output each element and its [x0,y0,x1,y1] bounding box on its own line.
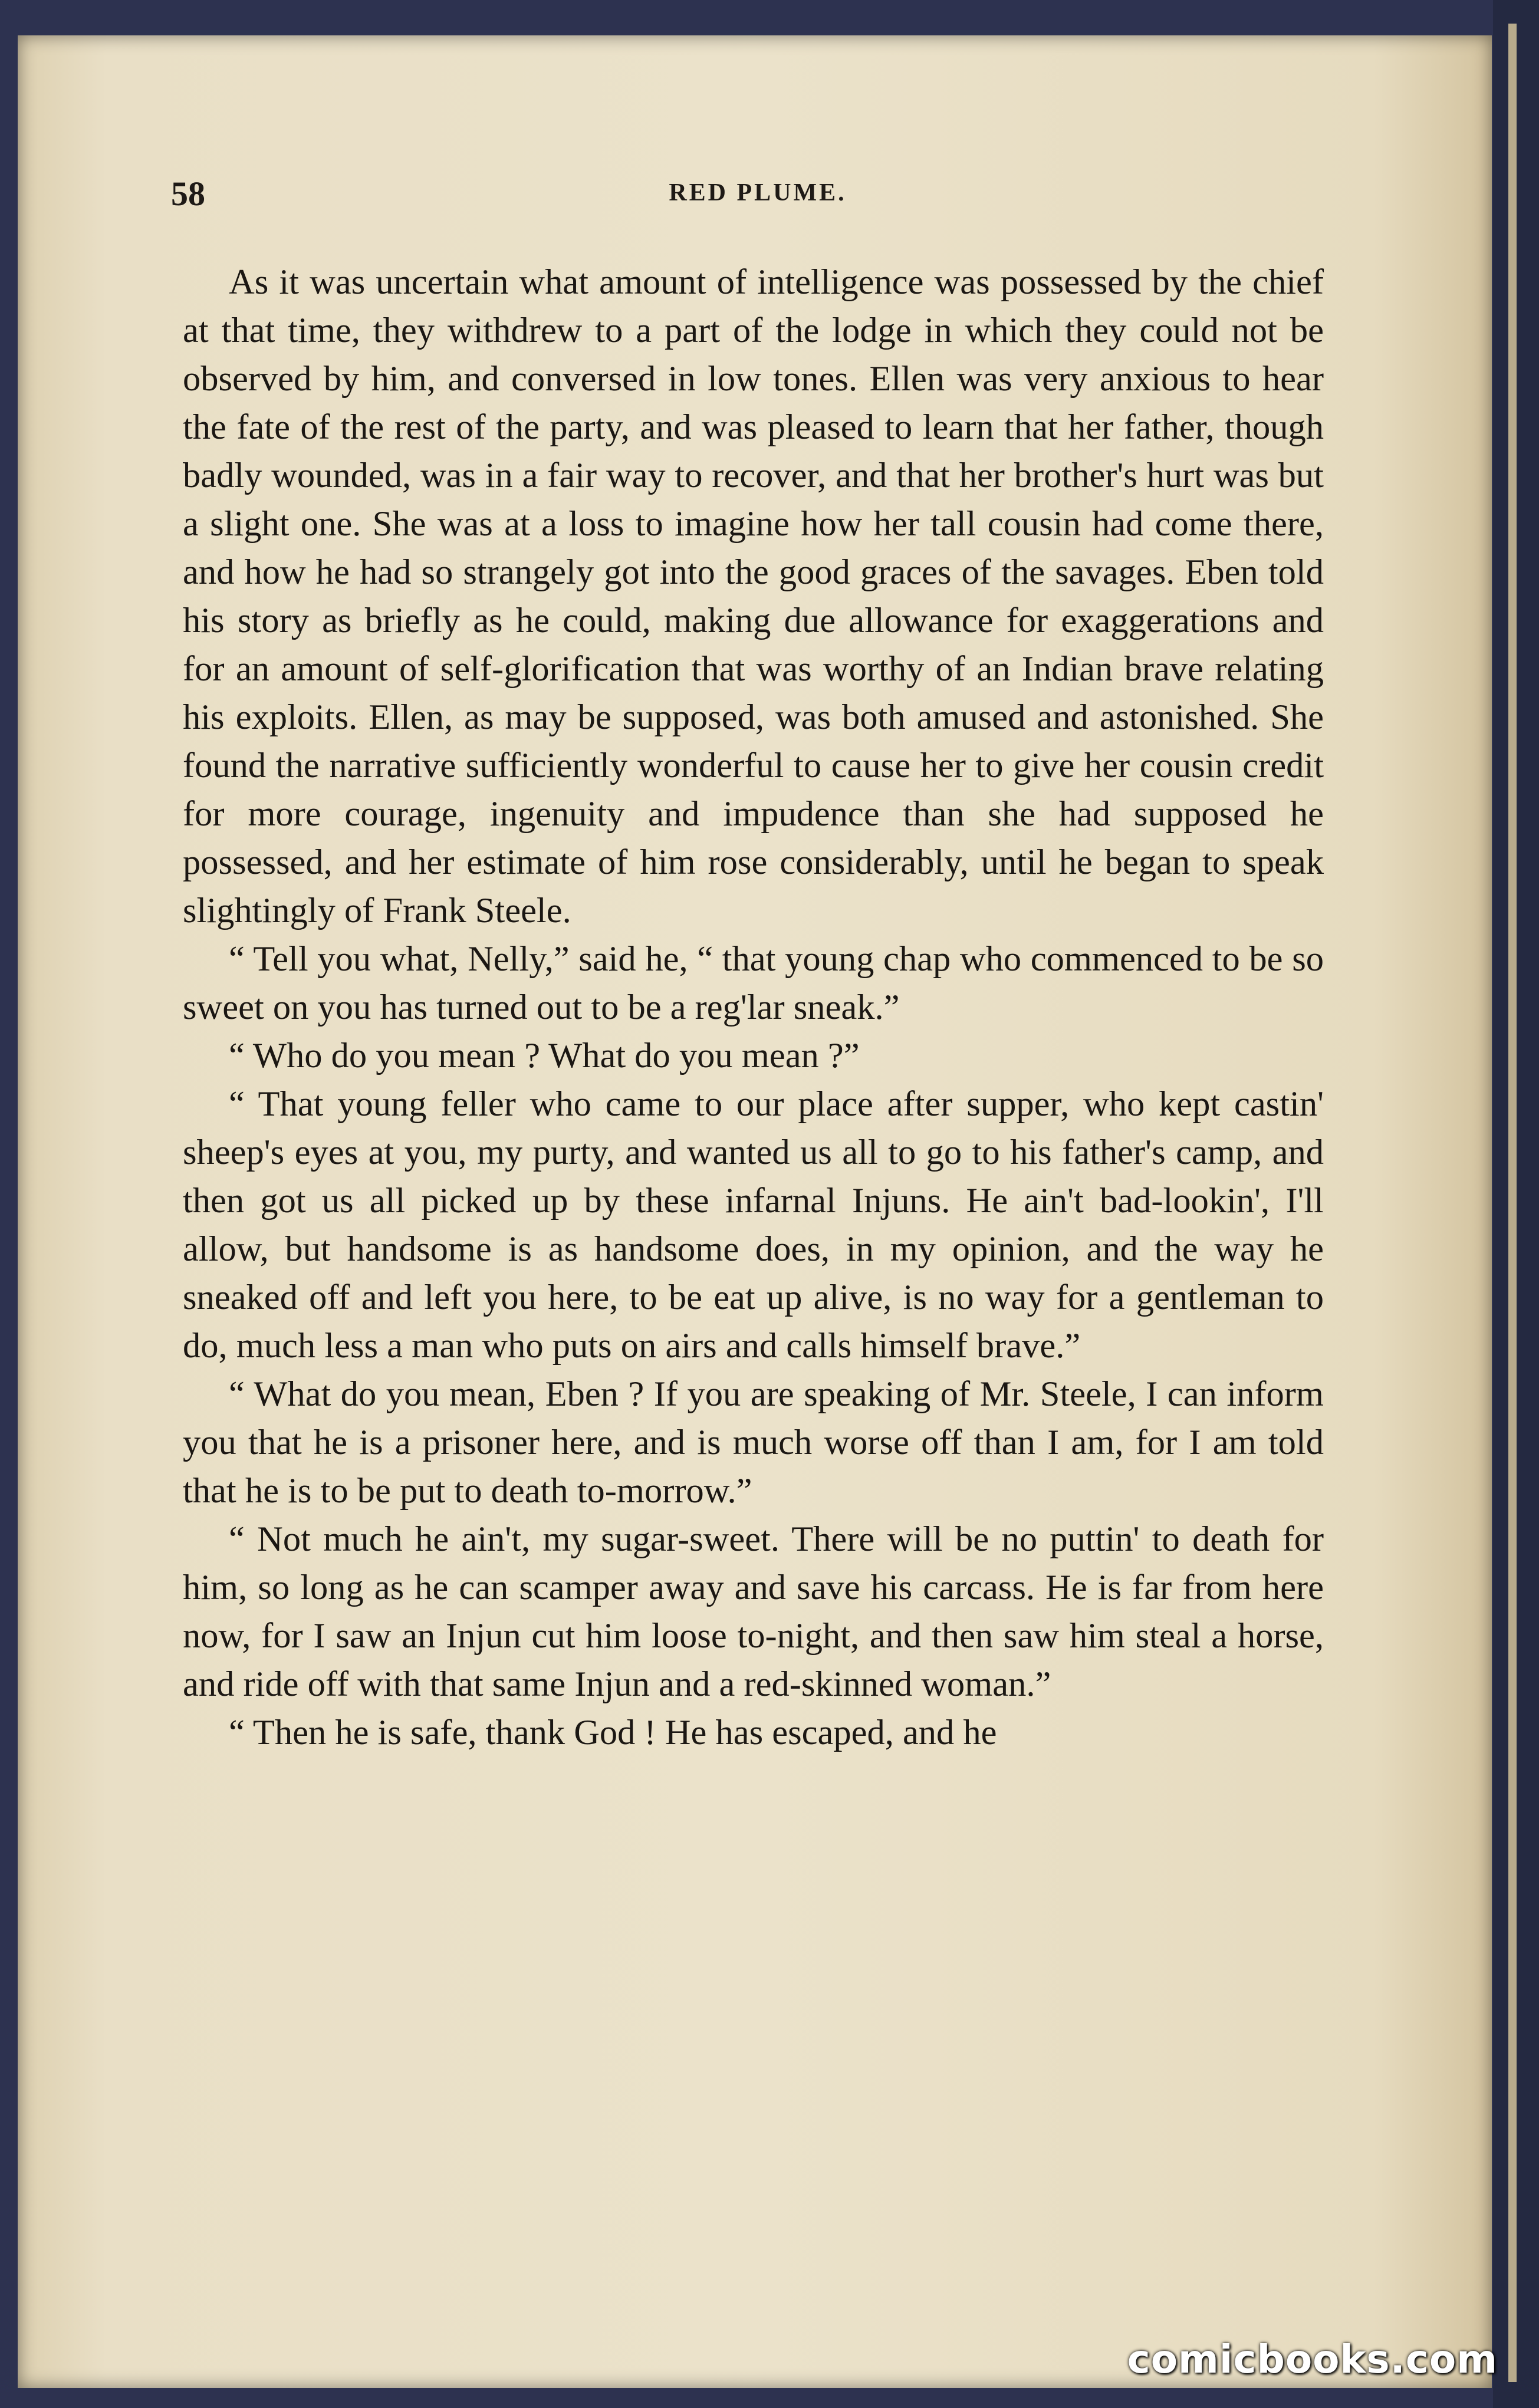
book-spine [1493,0,1539,2408]
paragraph: “ What do you mean, Eben ? If you are speaking of Mr. Steele, I can inform you that he is a prisoner here, and is much worse off than I am, for I am told that he is to be put to death to-morrow.” [183,1374,1324,1511]
paragraph: “ Not much he ain't, my sugar-sweet. There will be no puttin' to death for him, so long as he can scamper away and save his carcass. He is far from here now, for I saw an Injun cut him loose to-night, and then saw him steal a horse, and ride off with that same Injun and a red-skinned woman.” [183,1519,1324,1704]
body-text [183,258,1324,1757]
next-page-edge [1508,24,1517,2382]
paragraph: As it was uncertain what amount of intelligence was possessed by the chief at that time, they withdrew to a part of the lodge in which they could not be observed by him, and conversed in low tones. Ellen was very anxious to hear the fate of the rest of the party, and was pleased to learn that her father, though badly wounded, was in a fair way to recover, and that her brother's hurt was but a slight one. She was at a loss to imagine how her tall cousin had come there, and how he had so strangely got into the good graces of the savages. Eben told his story as briefly as he could, making due allowance for exaggerations and for an amount of self-glorification that was worthy of an Indian brave relating his exploits. Ellen, as may be supposed, was both amused and astonished. She found the narrative sufficiently wonderful to cause her to give her cousin credit for more courage, ingenuity and impudence than she had supposed he possessed, and her estimate of him rose considerably, until he began to speak slightingly of Frank Steele. [183,262,1324,930]
paragraph: “ That young feller who came to our place after supper, who kept castin' sheep's eyes at you, my purty, and wanted us all to go to his father's camp, and then got us all picked up by these infarnal Injuns. He ain't bad-lookin', I'll allow, but handsome is as handsome does, in my opinion, and the way he sneaked off and left you here, to be eat up alive, is no way for a gentleman to do, much less a man who puts on airs and calls himself brave.” [183,1084,1324,1366]
running-head: RED PLUME. [669,179,847,206]
paragraph: “ Tell you what, Nelly,” said he, “ that young chap who commenced to be so sweet on you has turned out to be a reg'lar sneak.” [183,939,1324,1027]
page-number: 58 [171,175,205,213]
paragraph: “ Then he is safe, thank God ! He has escaped, and he [229,1713,997,1752]
watermark: comicbooks.com [1127,2337,1498,2382]
paragraph: “ Who do you mean ? What do you mean ?” [229,1036,860,1075]
page-header [171,174,1344,215]
